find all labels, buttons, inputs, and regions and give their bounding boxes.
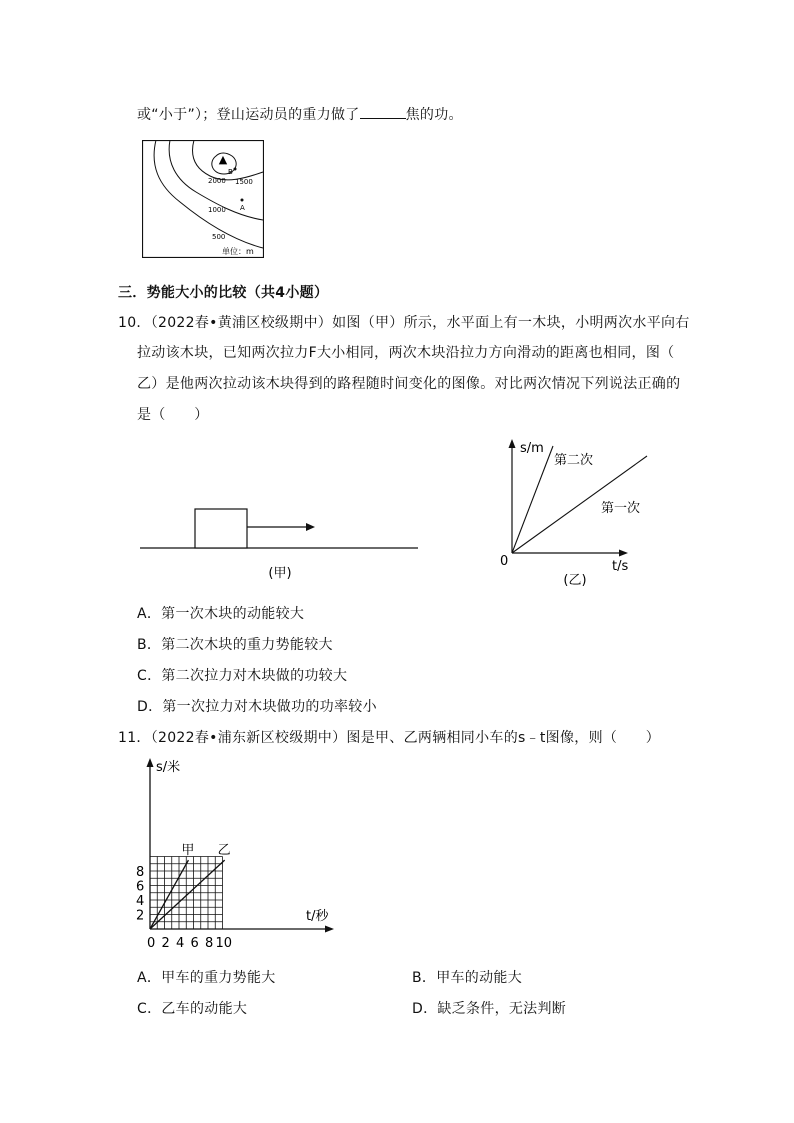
q11-option-c: C．乙车的动能大: [137, 1001, 248, 1017]
x-tick-label: 6: [190, 936, 199, 951]
contour-label-2000: 2000: [208, 177, 226, 185]
point-b-label: B: [228, 168, 233, 176]
x-tick-label: 8: [205, 936, 214, 951]
q10-option-c: C．第二次拉力对木块做的功较大: [137, 668, 348, 684]
chart-x-axis-label: t/秒: [306, 909, 329, 924]
contour-label-1500: 1500: [235, 178, 253, 186]
q10-stem-line-2: 拉动该木块，已知两次拉力F大小相同，两次木块沿拉力方向滑动的距离也相同，图（: [137, 345, 675, 361]
fig-yi-caption: (乙): [563, 573, 587, 588]
x-tick-label: 10: [215, 936, 233, 951]
y-axis-arrow-icon: [147, 758, 154, 767]
q10-stem-line-1: 10．（2022春•黄浦区校级期中）如图（甲）所示，水平面上有一木块，小明两次水平向右: [118, 315, 690, 331]
q9-tail-line: [137, 104, 463, 124]
y-tick-label: 6: [136, 879, 145, 895]
map-unit-label: 单位：m: [222, 247, 254, 256]
yi-line-second: [512, 446, 553, 553]
figure-jia: [140, 500, 420, 590]
series-label-1: 甲: [181, 843, 195, 859]
y-tick-label: 2: [136, 908, 145, 924]
figure-yi: [495, 432, 655, 592]
q10-stem-line-3: 乙）是他两次拉动该木块得到的路程随时间变化的图像。对比两次情况下列说法正确的: [137, 376, 681, 392]
q10-option-a: A．第一次木块的动能较大: [137, 606, 305, 622]
series-line-2: [150, 860, 225, 929]
x-tick-label: 0: [147, 936, 156, 951]
series-label-2: 乙: [217, 843, 231, 859]
q11-option-b: B．甲车的动能大: [412, 970, 523, 986]
fig-jia-caption: (甲): [268, 566, 292, 581]
force-arrow-icon: [306, 523, 315, 531]
contour-label-500: 500: [212, 233, 226, 241]
contour-map: [142, 140, 264, 258]
yi-y-axis-label: s/m: [520, 441, 544, 456]
y-tick-label: 8: [136, 865, 145, 880]
wood-block: [195, 509, 247, 548]
section-title: 三．势能大小的比较（共4小题）: [118, 285, 329, 301]
x-tick-label: 2: [161, 936, 170, 951]
peak-icon: ▲: [218, 153, 228, 166]
yi-line-second-label: 第二次: [554, 453, 594, 468]
x-axis-arrow-icon: [325, 926, 334, 933]
q9-tail-after: 焦的功。: [405, 107, 463, 123]
point-a-label: A: [240, 204, 245, 212]
q11-option-d: D．缺乏条件，无法判断: [412, 1001, 567, 1017]
x-tick-label: 4: [176, 936, 185, 951]
answer-blank: [360, 106, 406, 119]
q10-stem-line-4: 是（ ）: [137, 407, 209, 423]
yi-line-first-label: 第一次: [601, 501, 641, 516]
contour-label-1000: 1000: [208, 206, 226, 214]
chart-y-axis-label: s/米: [156, 760, 181, 775]
q10-option-d: D．第一次拉力对木块做功的功率较小: [137, 699, 377, 715]
yi-origin-label: 0: [500, 554, 509, 569]
series-line-1: [150, 860, 188, 929]
yi-x-axis-label: t/s: [612, 559, 629, 574]
y-tick-label: 4: [136, 894, 145, 909]
q11-chart: [130, 754, 345, 959]
q10-option-b: B．第二次木块的重力势能较大: [137, 637, 333, 653]
q11-stem: 11．（2022春•浦东新区校级期中）图是甲、乙两辆相同小车的s﹣t图像，则（ ）: [118, 730, 661, 746]
chart-series: [150, 843, 231, 929]
q11-option-a: A．甲车的重力势能大: [137, 970, 276, 986]
q9-tail-before: 或“小于”）；登山运动员的重力做了: [137, 107, 360, 123]
